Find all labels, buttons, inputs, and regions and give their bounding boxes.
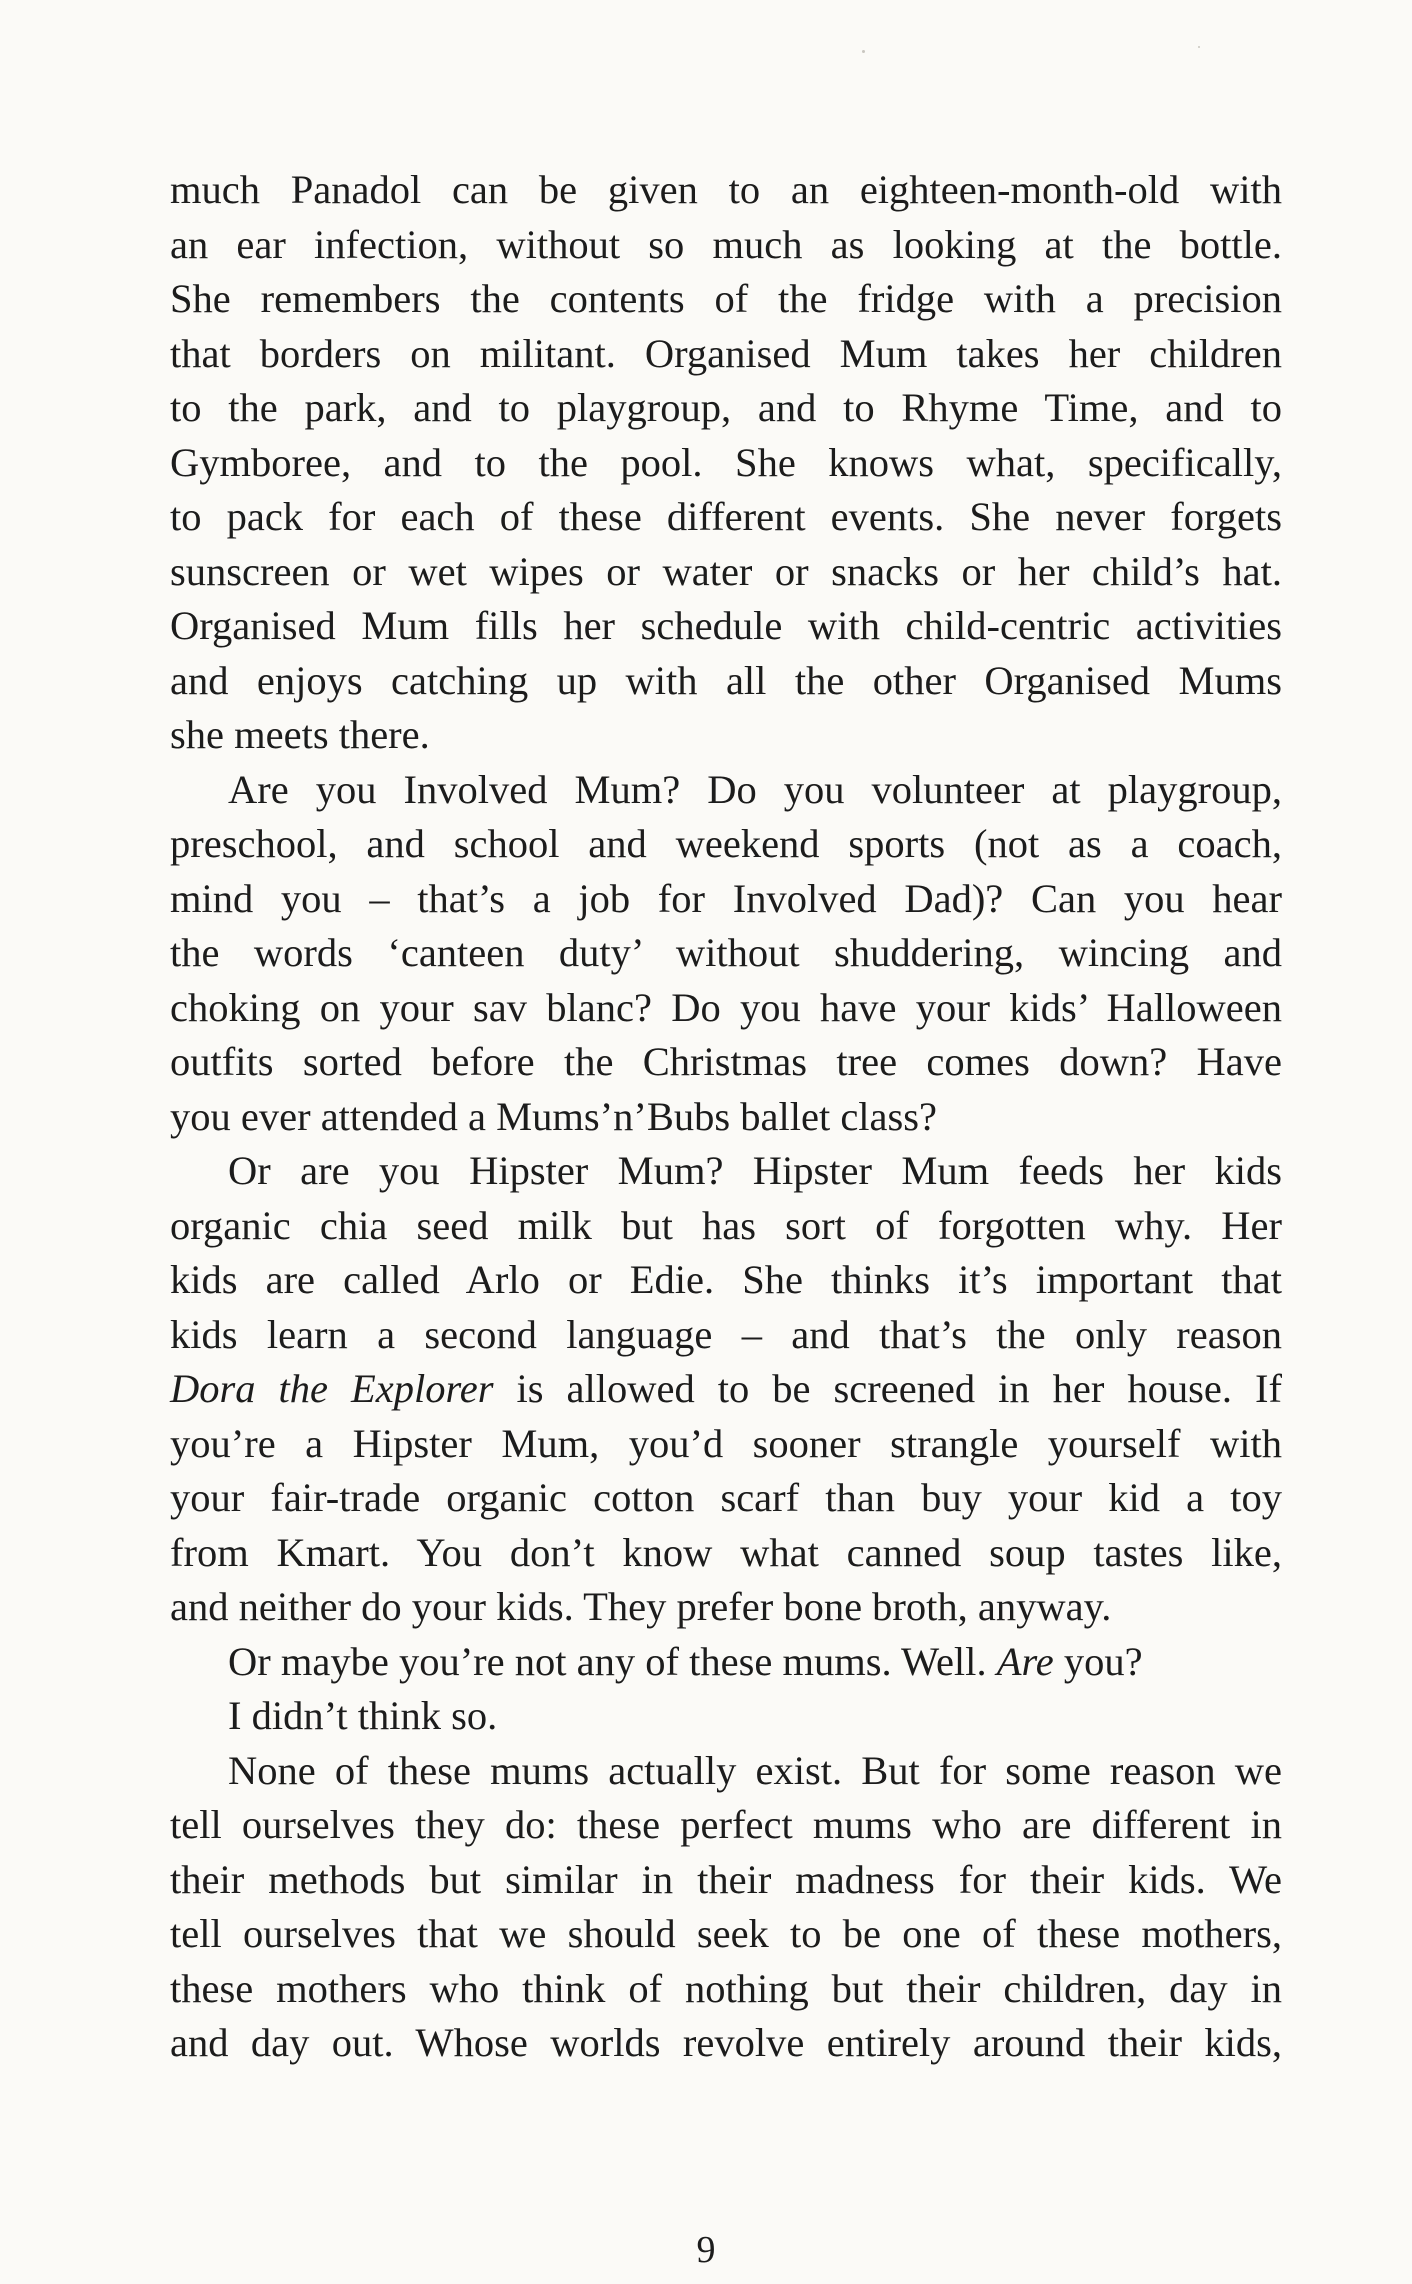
text-line bbox=[170, 490, 1282, 545]
text-line bbox=[170, 545, 1282, 600]
text-segment: you ever attended a Mums’n’Bubs ballet class? bbox=[170, 1093, 938, 1139]
text-line bbox=[170, 763, 1282, 818]
text-segment: an ear infection, without so much as looking at the bottle. bbox=[170, 221, 1282, 267]
text-segment: Gymboree, and to the pool. She knows what, specifically, bbox=[170, 439, 1282, 485]
text-segment: to pack for each of these different events. She never forgets bbox=[170, 494, 1282, 539]
text-line bbox=[170, 654, 1282, 709]
text-segment: None of these mums actually exist. But for some reason we bbox=[228, 1747, 1282, 1793]
text-segment: She remembers the contents of the fridge with a precision bbox=[170, 276, 1282, 321]
text-segment: Or are you Hipster Mum? Hipster Mum feeds her kids bbox=[228, 1148, 1282, 1193]
text-line bbox=[170, 218, 1282, 273]
text-segment: preschool, and school and weekend sports (not as a coach, bbox=[170, 821, 1282, 866]
page-number: 9 bbox=[696, 2229, 716, 2271]
text-segment: and neither do your kids. They prefer bone broth, anyway. bbox=[170, 1584, 1112, 1629]
text-segment: is allowed to be screened in her house. If bbox=[493, 1366, 1282, 1411]
text-line bbox=[170, 981, 1282, 1036]
text-line bbox=[170, 1744, 1282, 1799]
text-segment: choking on your sav blanc? Do you have your kids’ Halloween bbox=[170, 984, 1282, 1030]
text-line bbox=[170, 1798, 1282, 1853]
text-line bbox=[170, 1580, 1282, 1635]
text-line bbox=[170, 1362, 1282, 1417]
italic-text: Dora the Explorer bbox=[170, 1366, 494, 1411]
text-segment: and enjoys catching up with all the other Organised Mums bbox=[170, 657, 1282, 703]
text-line bbox=[170, 926, 1282, 981]
text-segment: sunscreen or wet wipes or water or snacks or her child’s hat. bbox=[170, 548, 1282, 594]
text-segment: that borders on militant. Organised Mum takes her children bbox=[170, 330, 1282, 376]
text-line bbox=[170, 272, 1282, 327]
text-segment: she meets there. bbox=[170, 712, 430, 757]
text-line bbox=[170, 1962, 1282, 2017]
text-segment: Organised Mum fills her schedule with child-centric activities bbox=[170, 603, 1282, 648]
text-segment: much Panadol can be given to an eighteen-month-old with bbox=[170, 167, 1282, 212]
text-segment: you? bbox=[1053, 1638, 1143, 1684]
text-line bbox=[170, 1417, 1282, 1472]
text-line bbox=[170, 1090, 1282, 1145]
text-segment: I didn’t think so. bbox=[228, 1693, 498, 1738]
text-segment: Are you Involved Mum? Do you volunteer at playgroup, bbox=[228, 766, 1282, 812]
text-segment: tell ourselves they do: these perfect mums who are different in bbox=[170, 1802, 1282, 1847]
text-line bbox=[170, 708, 1282, 763]
text-line bbox=[170, 1253, 1282, 1308]
text-line bbox=[170, 817, 1282, 872]
text-line bbox=[170, 1526, 1282, 1581]
text-segment: you’re a Hipster Mum, you’d sooner strangle yourself with bbox=[170, 1420, 1282, 1466]
body-text bbox=[170, 163, 1282, 2071]
paper-speck bbox=[862, 50, 865, 53]
text-line bbox=[170, 1635, 1282, 1690]
text-line bbox=[170, 599, 1282, 654]
text-segment: their methods but similar in their madness for their kids. We bbox=[170, 1856, 1282, 1902]
text-line bbox=[170, 436, 1282, 491]
text-line bbox=[170, 381, 1282, 436]
text-segment: and day out. Whose worlds revolve entirely around their kids, bbox=[170, 2020, 1282, 2065]
text-line bbox=[170, 1907, 1282, 1962]
text-line bbox=[170, 1471, 1282, 1526]
text-segment: from Kmart. You don’t know what canned soup tastes like, bbox=[170, 1529, 1282, 1575]
text-segment: outfits sorted before the Christmas tree comes down? Have bbox=[170, 1039, 1282, 1084]
text-segment: to the park, and to playgroup, and to Rhyme Time, and to bbox=[170, 385, 1282, 430]
text-line bbox=[170, 1308, 1282, 1363]
text-line bbox=[170, 1199, 1282, 1254]
text-line bbox=[170, 2016, 1282, 2071]
italic-text: Are bbox=[996, 1638, 1054, 1684]
text-line bbox=[170, 1035, 1282, 1090]
text-segment: these mothers who think of nothing but their children, day in bbox=[170, 1965, 1282, 2011]
text-line bbox=[170, 1853, 1282, 1908]
text-segment: mind you – that’s a job for Involved Dad)? Can you hear bbox=[170, 875, 1282, 921]
text-segment: organic chia seed milk but has sort of forgotten why. Her bbox=[170, 1202, 1282, 1248]
text-segment: Or maybe you’re not any of these mums. Well. bbox=[228, 1638, 997, 1684]
text-line bbox=[170, 163, 1282, 218]
text-line bbox=[170, 1689, 1282, 1744]
text-line bbox=[170, 327, 1282, 382]
text-segment: tell ourselves that we should seek to be one of these mothers, bbox=[170, 1911, 1282, 1956]
text-segment: kids learn a second language – and that’s the only reason bbox=[170, 1311, 1282, 1357]
text-line bbox=[170, 1144, 1282, 1199]
text-line bbox=[170, 872, 1282, 927]
text-segment: the words ‘canteen duty’ without shuddering, wincing and bbox=[170, 930, 1282, 975]
paper-speck bbox=[1198, 46, 1200, 48]
text-segment: kids are called Arlo or Edie. She thinks it’s important that bbox=[170, 1257, 1282, 1302]
text-segment: your fair-trade organic cotton scarf than buy your kid a toy bbox=[170, 1475, 1282, 1520]
